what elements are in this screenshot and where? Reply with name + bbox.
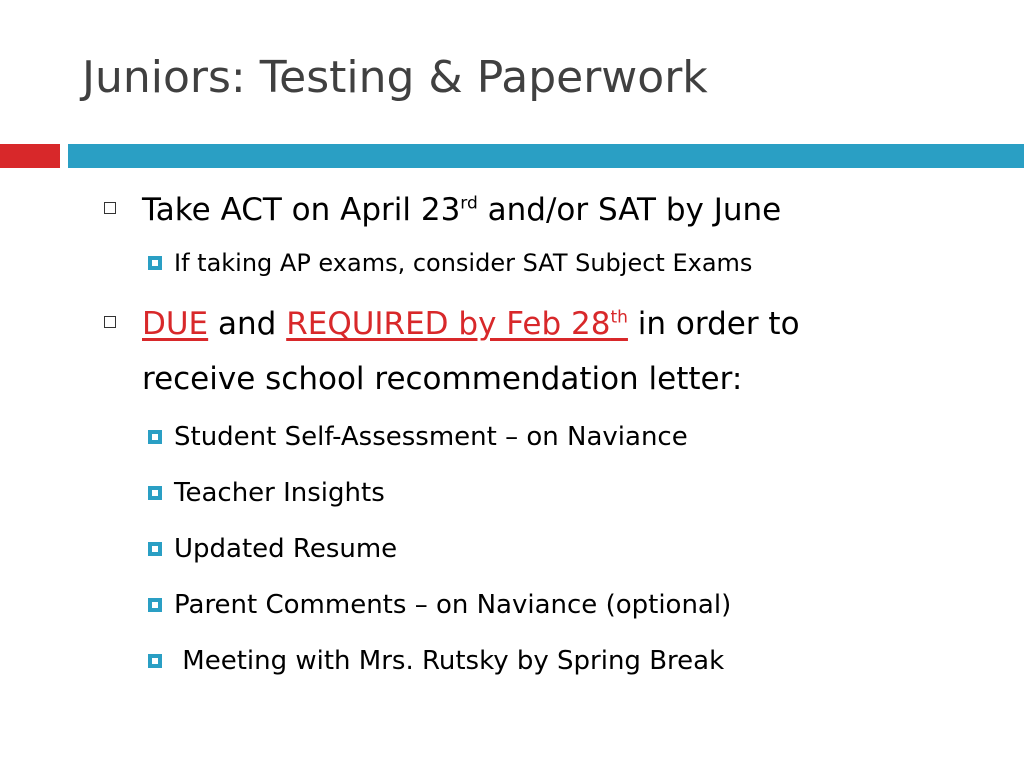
and-text: and (208, 306, 287, 342)
filled-square-bullet-icon (148, 486, 162, 500)
hollow-square-bullet-icon (104, 202, 116, 214)
sub-bullet-text: Parent Comments – on Naviance (optional) (174, 590, 732, 620)
act-text: Take ACT on April 23 (142, 192, 461, 228)
filled-square-bullet-icon (148, 542, 162, 556)
due-link[interactable]: DUE (142, 306, 209, 342)
superscript-rd: rd (460, 193, 478, 214)
filled-square-bullet-icon (148, 256, 162, 270)
slide-title: Juniors: Testing & Paperwork (82, 52, 708, 103)
filled-square-bullet-icon (148, 430, 162, 444)
filled-square-bullet-icon (148, 598, 162, 612)
sub-bullet-text: Student Self-Assessment – on Naviance (174, 422, 688, 452)
red-accent-bar (0, 144, 60, 168)
bullet-text-continuation: receive school recommendation letter: (142, 361, 743, 397)
required-text: REQUIRED by Feb 28 (286, 306, 611, 342)
superscript-th: th (610, 307, 628, 328)
sub-bullet-text: Meeting with Mrs. Rutsky by Spring Break (174, 646, 725, 676)
sub-bullet-text: Teacher Insights (174, 478, 385, 508)
blue-accent-bar (68, 144, 1024, 168)
hollow-square-bullet-icon (104, 316, 116, 328)
sat-text: and/or SAT by June (477, 192, 782, 228)
required-link[interactable] (286, 306, 628, 342)
filled-square-bullet-icon (148, 654, 162, 668)
bullet-text (142, 182, 781, 238)
sub-bullet-text: If taking AP exams, consider SAT Subject Exams (174, 249, 753, 277)
in-order-to-text: in order to (627, 306, 800, 342)
sub-bullet-text: Updated Resume (174, 534, 398, 564)
bullet-text (142, 296, 800, 352)
